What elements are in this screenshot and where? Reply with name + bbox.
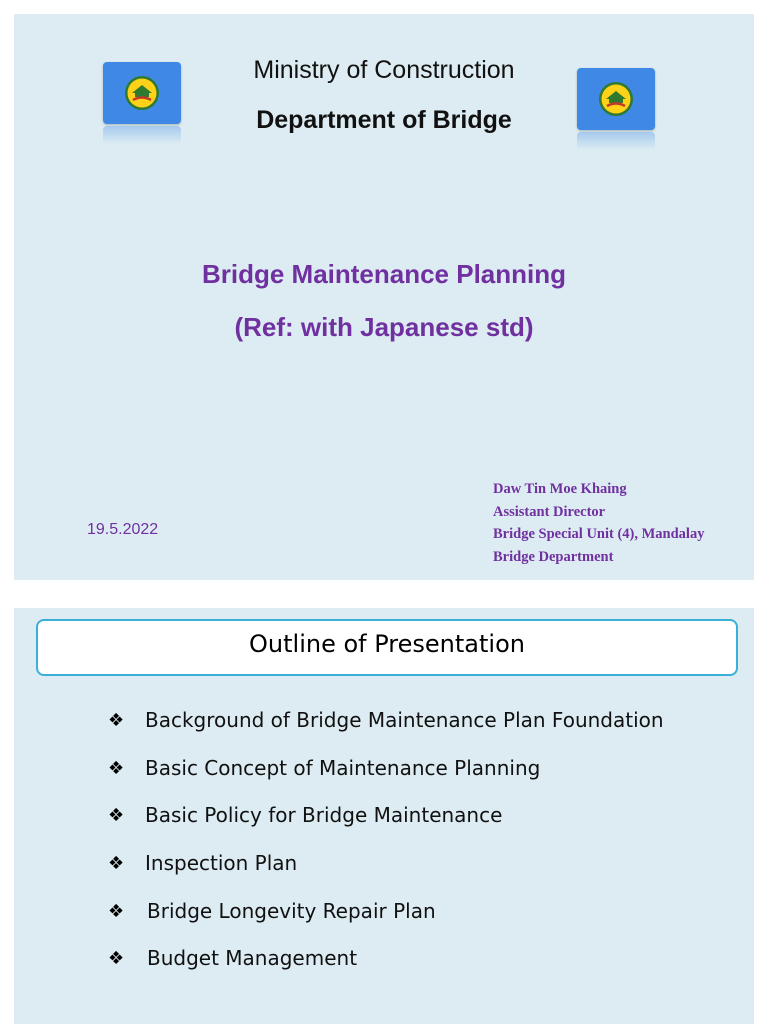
- title-slide: [14, 14, 754, 580]
- author-department: Bridge Department: [493, 548, 614, 565]
- four-diamond-bullet-icon: ❖: [108, 901, 125, 922]
- presentation-subtitle: (Ref: with Japanese std): [234, 312, 534, 342]
- four-diamond-bullet-icon: ❖: [108, 948, 125, 969]
- list-item-text: Basic Policy for Bridge Maintenance: [145, 803, 503, 827]
- department-name: Department of Bridge: [256, 106, 512, 134]
- four-diamond-bullet-icon: ❖: [108, 853, 125, 874]
- outline-title: Outline of Presentation: [249, 630, 525, 658]
- list-item-text: Inspection Plan: [145, 851, 298, 875]
- ministry-name: Ministry of Construction: [253, 56, 515, 84]
- presentation-title: Bridge Maintenance Planning: [201, 259, 567, 289]
- presentation-date: 19.5.2022: [87, 521, 159, 538]
- author-position: Assistant Director: [493, 503, 606, 520]
- outline-slide: [14, 608, 754, 1024]
- list-item-text: Budget Management: [147, 946, 358, 970]
- list-item-text: Background of Bridge Maintenance Plan Foundation: [145, 708, 664, 732]
- four-diamond-bullet-icon: ❖: [108, 758, 125, 779]
- four-diamond-bullet-icon: ❖: [108, 805, 125, 826]
- list-item-text: Basic Concept of Maintenance Planning: [145, 756, 541, 780]
- four-diamond-bullet-icon: ❖: [108, 710, 125, 731]
- author-block: [493, 478, 704, 568]
- author-name: Daw Tin Moe Khaing: [493, 481, 627, 497]
- list-item-text: Bridge Longevity Repair Plan: [147, 899, 436, 923]
- author-unit: Bridge Special Unit (4), Mandalay: [493, 526, 705, 542]
- outline-title-box: [36, 619, 738, 676]
